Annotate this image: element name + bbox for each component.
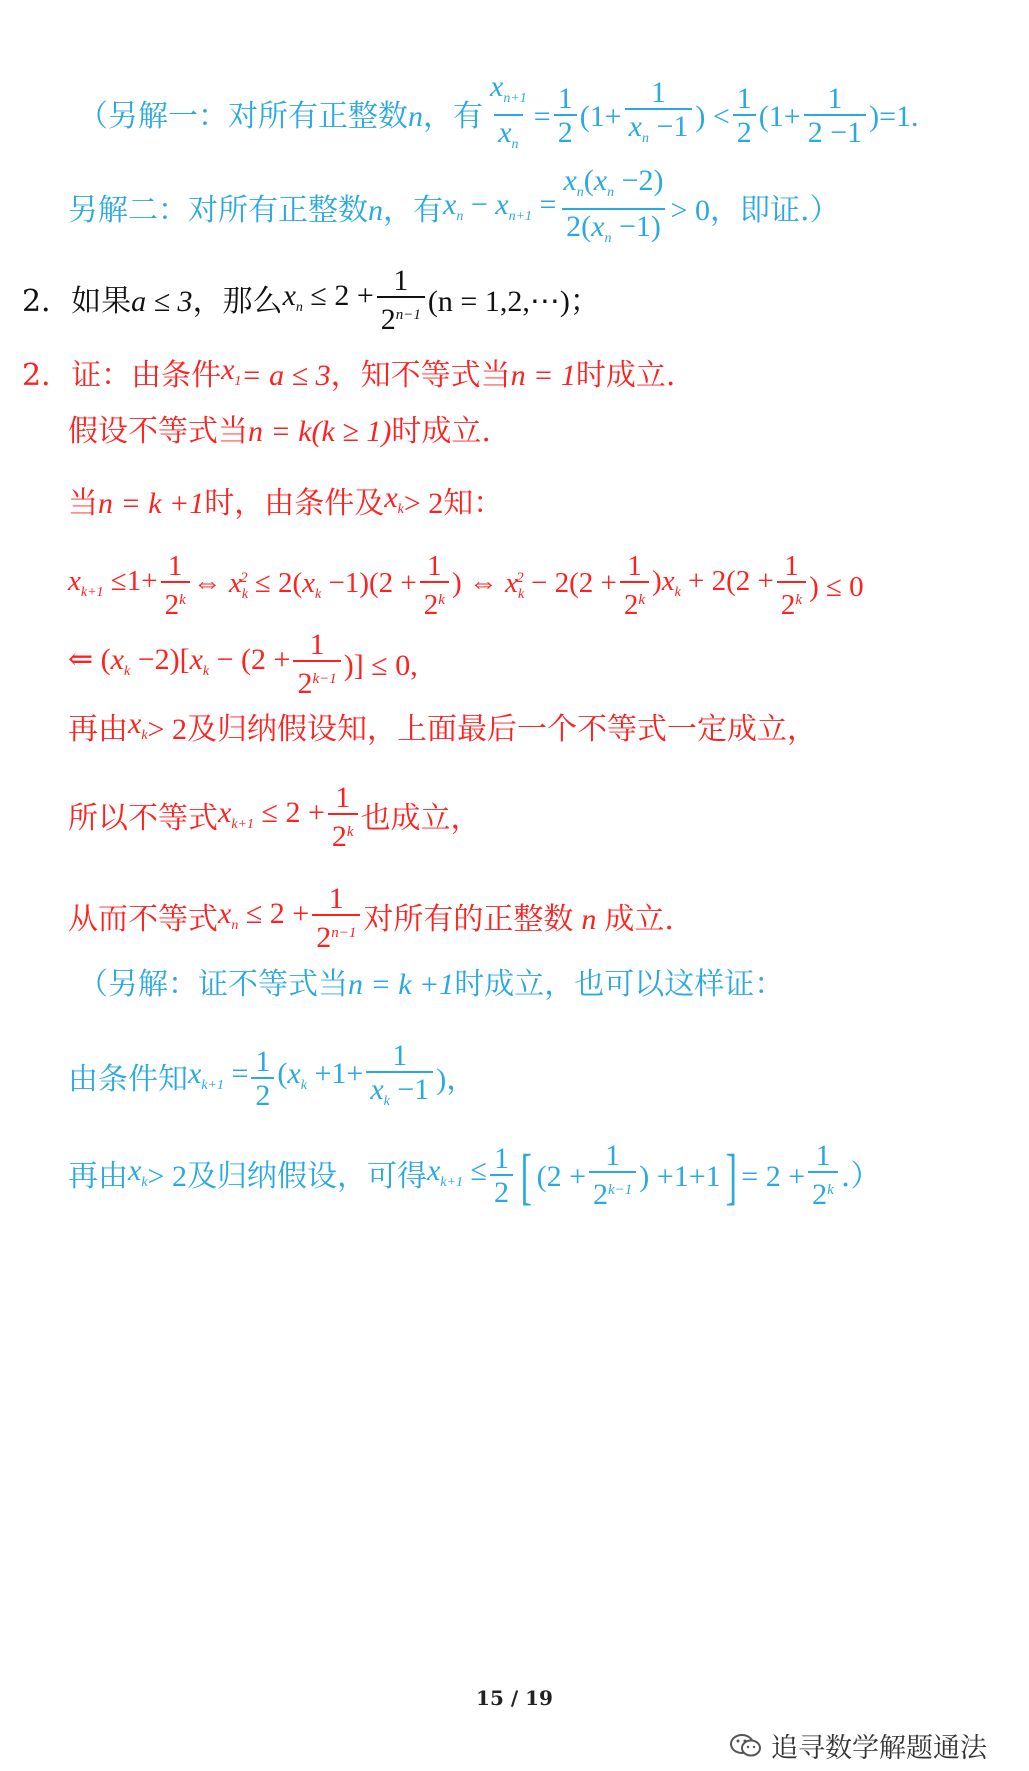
proof-line-7: 所以不等式 $x_{k+1} \le 2$ + $\frac{1}{2^k}$ 也成立， xyxy=(68,781,481,853)
proof-line-6: 再由 $x_k$ > 2 及归纳假设知，上面最后一个不等式一定成立， xyxy=(68,707,817,747)
page-number: 15 / 19 xyxy=(476,1686,553,1710)
alt-proof-line-1: （另解：证不等式当 n = k +1 时成立，也可以这样证： xyxy=(78,967,785,1002)
alt-solution-1: （另解一：对所有正整数 n ，有 $\frac{x_{n+1}}{x_n}$ = $\frac{1}{2}$ (1+ $\frac{1}{x_n -1}$ ) < $\frac{1}{2}$ (1+ $\frac{1}{2 -1}$ ) =1. xyxy=(78,72,919,162)
fraction: $\frac{x_n(x_n -2)}{2(x_n -1)}$ xyxy=(559,166,667,256)
proof-equivalence-line: $x_{k+1} \le 1+$ $\frac{1}{2^k}$ ⇔ $x_k^2 \le 2(x_k -1)(2$ + $\frac{1}{2^k}$ ) ⇔ $x_k^2 - 2(2$ + $\frac{1}{2^k}$ )$x_k + 2(2$ + $\frac{1}{2^k}$ ) ≤ 0 xyxy=(68,550,864,621)
proof-factored-line: ⇐ $(x_k -2)[x_k - (2$ + $\frac{1}{2^{k-1}}$ )] ≤ 0, xyxy=(68,628,418,700)
fraction: $\frac{x_{n+1}}{x_n}$ xyxy=(486,72,531,162)
proof-line-1: 2．证：由条件 $x_1$ = a ≤ 3 ，知不等式当 n = 1 时成立. xyxy=(22,353,676,393)
watermark xyxy=(729,1726,987,1765)
problem-2-statement: 2．如果 a ≤ 3 ，那么 $x_n \le 2$ + $\frac{1}{2^{n-1}}$ (n = 1,2,⋯) ； xyxy=(22,264,600,336)
proof-conclusion: 从而不等式 $x_n \le 2$ + $\frac{1}{2^{n-1}}$ 对所有的正整数 n 成立. xyxy=(68,882,674,954)
alt-solution-2: 另解二：对所有正整数 n ，有 $x_n - x_{n+1}$ = $\frac{x_n(x_n -2)}{2(x_n -1)}$ > 0 ，即证.） xyxy=(68,166,840,256)
watermark-text: 追寻数学解题通法 xyxy=(771,1733,987,1764)
proof-line-3: 当 n = k +1 时，由条件及 $x_k$ > 2 知： xyxy=(68,481,504,521)
alt-proof-line-3: 再由 $x_k$ > 2 及归纳假设，可得 $x_{k+1}$ ≤ $\frac{1}{2}$ [ (2 + $\frac{1}{2^{k-1}}$ ) +1+1 ] = 2 + $\frac{1}{2^k}$ .） xyxy=(68,1139,881,1211)
wechat-icon xyxy=(729,1733,763,1759)
alt-proof-line-2: 由条件知 $x_{k+1}$ = $\frac{1}{2}$ ($x_k +1+$ $\frac{1}{x_k -1}$ ) ， xyxy=(68,1041,476,1119)
proof-line-2: 假设不等式当 n = k(k ≥ 1) 时成立. xyxy=(68,414,491,449)
